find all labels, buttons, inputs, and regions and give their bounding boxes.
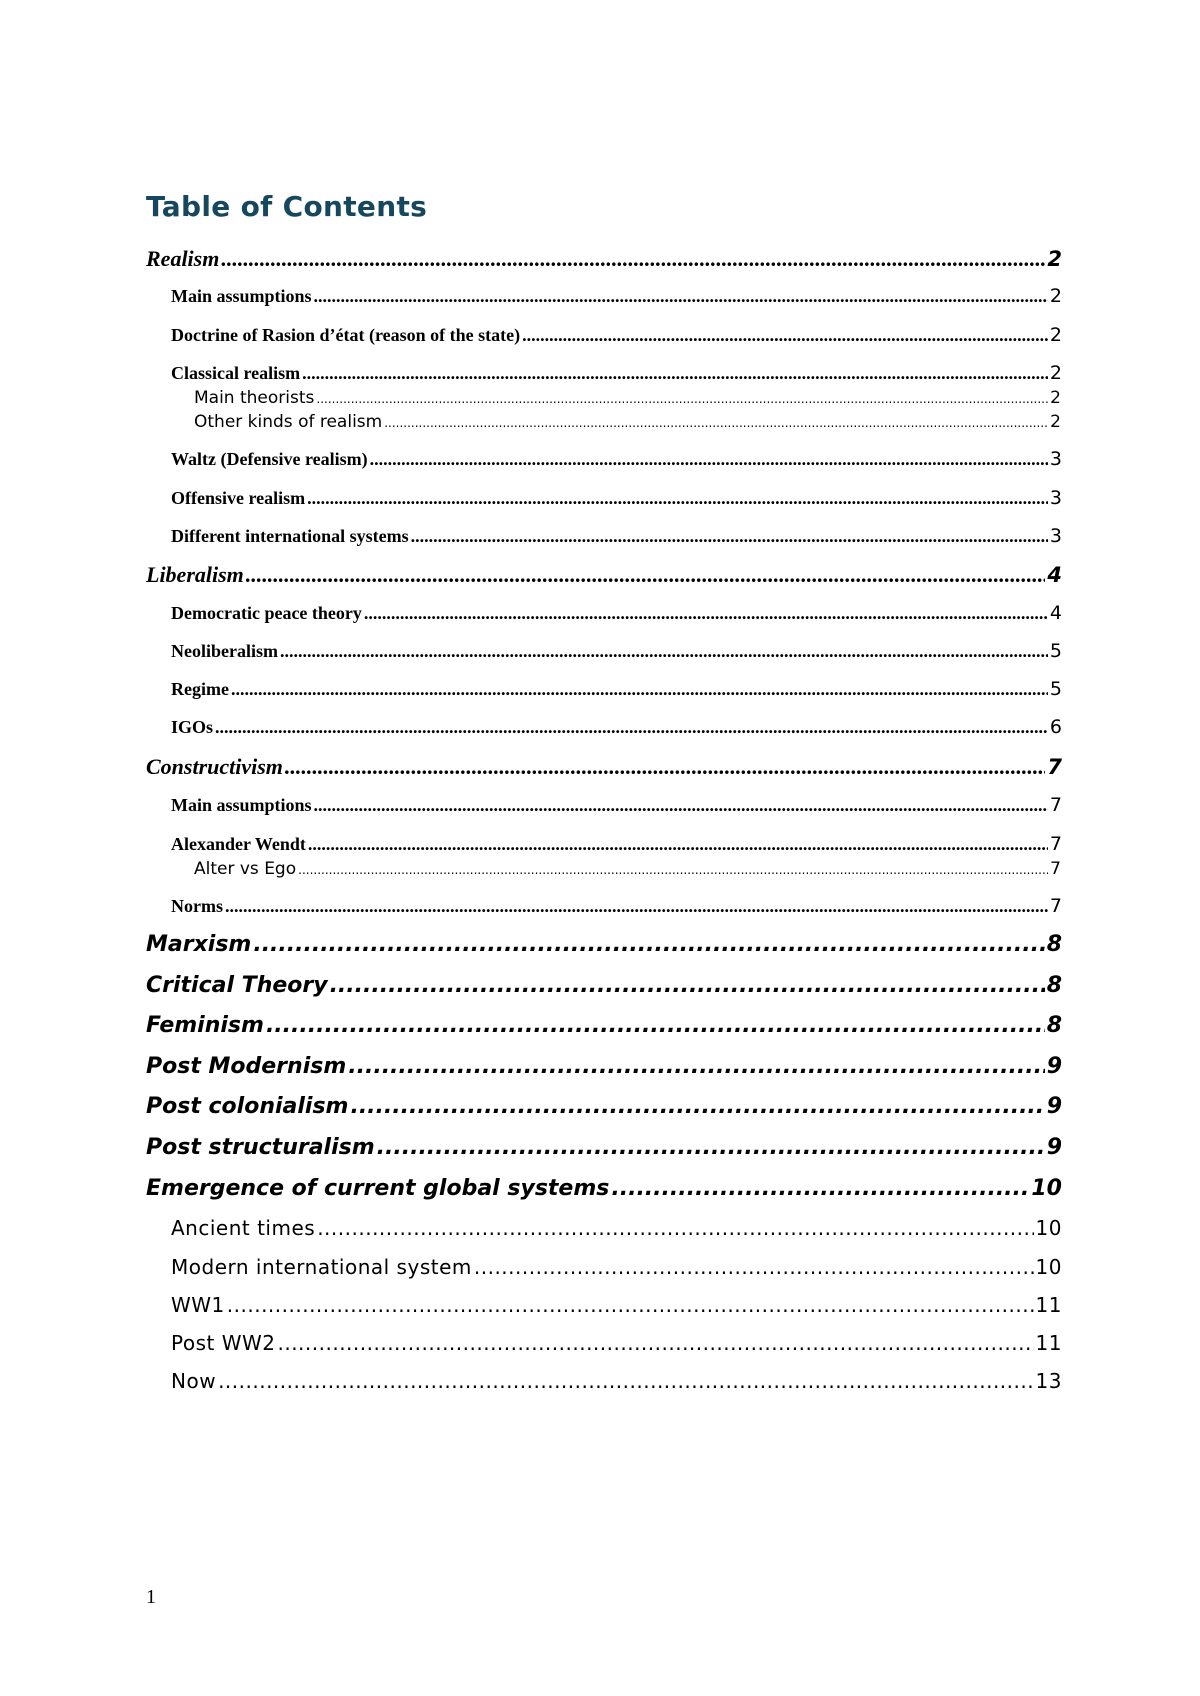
toc-leader-dots (218, 1369, 1033, 1393)
toc-leader-dots (231, 679, 1048, 700)
toc-entry-page: 5 (1049, 678, 1062, 700)
toc-leader-dots (316, 392, 1048, 406)
toc-entry-text: Main assumptions (171, 286, 312, 306)
toc-entry-ww1[interactable] (0, 1293, 1062, 1317)
toc-leader-dots (611, 1176, 1029, 1201)
toc-entry-post-colonialism[interactable] (0, 1094, 1062, 1119)
toc-entry-page: 10 (1031, 1176, 1062, 1201)
toc-entry-alexander-wendt[interactable] (0, 833, 1062, 855)
toc-entry-text: Classical realism (171, 363, 301, 383)
toc-entry-emergence-of-current-global-systems[interactable] (0, 1176, 1062, 1201)
toc-entry-text: Post Modernism (146, 1054, 347, 1079)
toc-entry-page: 2 (1049, 324, 1062, 346)
toc-entry-page: 2 (1050, 412, 1061, 432)
toc-entry-text: WW1 (171, 1293, 225, 1317)
toc-entry-text: Now (171, 1369, 217, 1393)
toc-entry-marxism[interactable] (0, 932, 1062, 957)
toc-entry-text: Main theorists (194, 388, 315, 408)
toc-leader-dots (215, 717, 1048, 738)
toc-entry-page: 9 (1046, 1135, 1062, 1160)
toc-leader-dots (330, 973, 1045, 998)
toc-entry-page: 3 (1049, 525, 1062, 547)
toc-entry-main-assumptions[interactable] (0, 285, 1062, 307)
toc-leader-dots (221, 246, 1045, 272)
toc-leader-dots (227, 1293, 1034, 1317)
toc-entry-text: Different international systems (171, 526, 409, 546)
toc-entry-post-modernism[interactable] (0, 1054, 1062, 1079)
toc-entry-now[interactable] (0, 1369, 1062, 1393)
toc-entry-page: 2 (1047, 247, 1062, 271)
toc-entry-ancient-times[interactable] (0, 1216, 1062, 1240)
toc-leader-dots (285, 754, 1045, 780)
toc-entry-page: 9 (1046, 1094, 1062, 1119)
toc-leader-dots (474, 1255, 1034, 1279)
toc-entry-page: 8 (1046, 973, 1062, 998)
toc-entry-offensive-realism[interactable] (0, 487, 1062, 509)
toc-entry-text: Alexander Wendt (171, 834, 306, 854)
toc-leader-dots (522, 325, 1048, 346)
toc-leader-dots (317, 1216, 1033, 1240)
toc-entry-text: Post WW2 (171, 1331, 276, 1355)
toc-entry-critical-theory[interactable] (0, 973, 1062, 998)
toc-entry-alter-vs-ego[interactable] (0, 859, 1061, 879)
toc-leader-dots (314, 286, 1048, 307)
toc-entry-post-structuralism[interactable] (0, 1135, 1062, 1160)
toc-leader-dots (225, 896, 1048, 917)
toc-entry-igos[interactable] (0, 716, 1062, 738)
toc-entry-regime[interactable] (0, 678, 1062, 700)
toc-entry-page: 4 (1049, 602, 1062, 624)
toc-leader-dots (266, 1013, 1045, 1038)
toc-entry-waltz-defensive-realism[interactable] (0, 448, 1062, 470)
toc-entry-text: IGOs (171, 717, 214, 737)
toc-entry-norms[interactable] (0, 895, 1062, 917)
toc-leader-dots (280, 641, 1048, 662)
toc-entry-page: 7 (1049, 895, 1062, 917)
toc-entry-text: Post colonialism (146, 1094, 349, 1119)
toc-entry-page: 11 (1035, 1293, 1062, 1317)
toc-entry-text: Democratic peace theory (171, 603, 362, 623)
toc-leader-dots (384, 416, 1048, 430)
toc-leader-dots (350, 1094, 1044, 1119)
toc-leader-dots (370, 449, 1048, 470)
toc-entry-page: 7 (1049, 833, 1062, 855)
toc-entry-page: 2 (1049, 285, 1062, 307)
toc-entry-page: 9 (1046, 1054, 1062, 1079)
toc-entry-page: 10 (1035, 1255, 1062, 1279)
toc-entry-classical-realism[interactable] (0, 362, 1062, 384)
toc-entry-text: Regime (171, 679, 229, 699)
toc-leader-dots (411, 526, 1048, 547)
toc-entry-constructivism[interactable] (0, 754, 1062, 780)
toc-entry-page: 2 (1050, 388, 1061, 408)
toc-leader-dots (307, 488, 1048, 509)
toc-entry-page: 11 (1035, 1331, 1062, 1355)
toc-entry-text: Doctrine of Rasion d’état (reason of the state) (171, 325, 521, 345)
toc-entry-text: Norms (171, 896, 223, 916)
toc-entry-page: 10 (1035, 1216, 1062, 1240)
toc-entry-page: 5 (1049, 640, 1062, 662)
toc-entry-post-ww2[interactable] (0, 1331, 1062, 1355)
toc-entry-text: Constructivism (146, 754, 283, 779)
toc-leader-dots (364, 603, 1048, 624)
toc-entry-page: 8 (1046, 932, 1062, 957)
toc-entry-other-kinds-of-realism[interactable] (0, 412, 1061, 432)
toc-leader-dots (314, 795, 1048, 816)
toc-entry-page: 13 (1035, 1369, 1062, 1393)
toc-entry-page: 3 (1049, 487, 1062, 509)
toc-entry-page: 7 (1047, 755, 1062, 779)
toc-entry-text: Alter vs Ego (194, 859, 297, 879)
toc-leader-dots (377, 1135, 1045, 1160)
toc-leader-dots (246, 562, 1046, 588)
toc-leader-dots (277, 1331, 1033, 1355)
toc-entry-text: Marxism (146, 932, 252, 957)
toc-entry-modern-international-system[interactable] (0, 1255, 1062, 1279)
page-number: 1 (146, 1586, 156, 1608)
toc-leader-dots (302, 363, 1048, 384)
toc-leader-dots (348, 1054, 1044, 1079)
toc-entry-text: Waltz (Defensive realism) (171, 449, 368, 469)
toc-leader-dots (308, 834, 1048, 855)
toc-entry-text: Offensive realism (171, 488, 306, 508)
toc-entry-main-theorists[interactable] (0, 388, 1061, 408)
toc-entry-text: Ancient times (171, 1216, 316, 1240)
toc-entry-page: 8 (1046, 1013, 1062, 1038)
toc-entry-page: 3 (1049, 448, 1062, 470)
toc-entry-doctrine-of-rasion-detat[interactable] (0, 324, 1062, 346)
toc-entry-text: Emergence of current global systems (146, 1176, 610, 1201)
toc-leader-dots (298, 863, 1048, 877)
toc-entry-text: Critical Theory (146, 973, 328, 998)
toc-entry-neoliberalism[interactable] (0, 640, 1062, 662)
toc-entry-page: 7 (1049, 794, 1062, 816)
toc-entry-page: 6 (1049, 716, 1062, 738)
toc-entry-page: 4 (1047, 563, 1062, 587)
toc-entry-text: Liberalism (146, 562, 244, 587)
toc-entry-text: Neoliberalism (171, 641, 278, 661)
toc-entry-democratic-peace-theory[interactable] (0, 602, 1062, 624)
toc-entry-different-international-systems[interactable] (0, 525, 1062, 547)
toc-title: Table of Contents (146, 190, 428, 223)
toc-entry-liberalism[interactable] (0, 562, 1062, 588)
toc-entry-feminism[interactable] (0, 1013, 1062, 1038)
toc-entry-text: Post structuralism (146, 1135, 375, 1160)
toc-entry-main-assumptions-constructivism[interactable] (0, 794, 1062, 816)
toc-entry-page: 7 (1050, 859, 1061, 879)
toc-entry-text: Realism (146, 246, 220, 271)
toc-entry-text: Other kinds of realism (194, 412, 383, 432)
toc-entry-text: Modern international system (171, 1255, 472, 1279)
toc-entry-text: Feminism (146, 1013, 264, 1038)
toc-entry-page: 2 (1049, 362, 1062, 384)
toc-leader-dots (253, 932, 1044, 957)
toc-entry-text: Main assumptions (171, 795, 312, 815)
toc-entry-realism[interactable] (0, 246, 1062, 272)
